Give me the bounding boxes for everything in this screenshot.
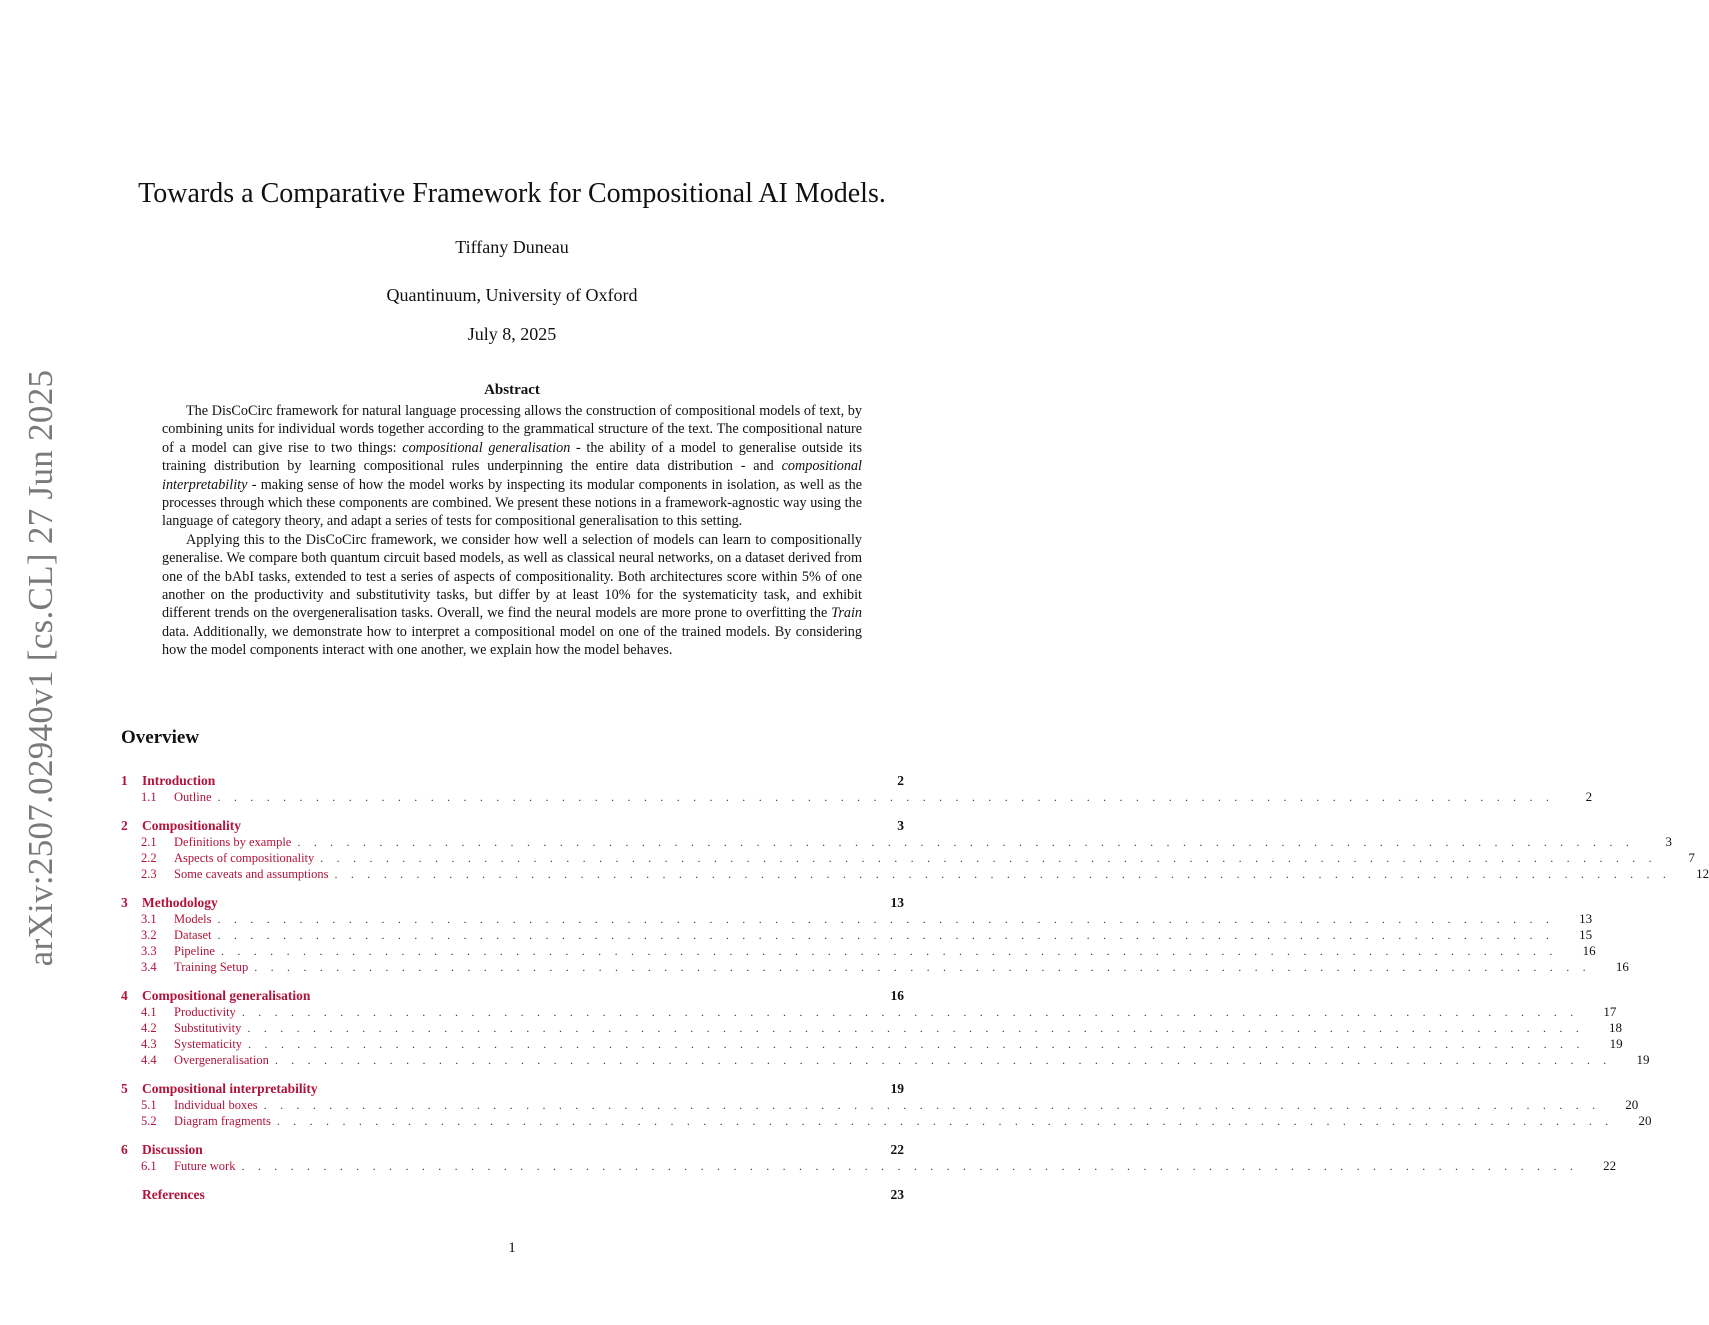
- toc-subentry-overgeneralisation[interactable]: [121, 1052, 1650, 1068]
- toc-number: 4.2: [141, 1021, 157, 1035]
- abstract-body: [162, 402, 862, 660]
- toc-page-number: 19: [890, 1081, 904, 1096]
- toc-leader-dots: . . . . . . . . . . . . . . . . . . . . . . . . . . . . . . . . . . . . . . . . . . . . . . . . . . . . . . . . . . . . . . . . . . . . . . . . . . . . . . . . . .: [254, 960, 1591, 974]
- toc-number: 6.1: [141, 1159, 157, 1173]
- toc-link[interactable]: Systematicity: [174, 1037, 243, 1051]
- toc-section: [121, 1142, 1617, 1174]
- toc-page-number: 22: [1603, 1158, 1617, 1173]
- toc-leader-dots: . . . . . . . . . . . . . . . . . . . . . . . . . . . . . . . . . . . . . . . . . . . . . . . . . . . . . . . . . . . . . . . . . . . . . . . . . . . . . . . . . .: [248, 1037, 1585, 1051]
- paper-title: Towards a Comparative Framework for Compositional AI Models.: [138, 178, 886, 209]
- toc-section: [121, 1081, 1652, 1129]
- toc-number: 5: [121, 1081, 128, 1096]
- toc-leader-dots: . . . . . . . . . . . . . . . . . . . . . . . . . . . . . . . . . . . . . . . . . . . . . . . . . . . . . . . . . . . . . . . . . . . . . . . . . . . . . . . . . .: [217, 928, 1555, 942]
- toc-subentry-individual-boxes[interactable]: [121, 1097, 1639, 1113]
- arxiv-sidebar-stamp: [6, 369, 76, 967]
- toc-link[interactable]: Overgeneralisation: [174, 1053, 269, 1067]
- toc-leader-dots: . . . . . . . . . . . . . . . . . . . . . . . . . . . . . . . . . . . . . . . . . . . . . . . . . . . . . . . . . . . . . . . . . . . . . . . . . . . . . . . . . .: [320, 851, 1657, 865]
- toc-page-number: 16: [890, 988, 904, 1003]
- toc-entry-references[interactable]: [121, 1187, 904, 1203]
- abstract-text: The DisCoCirc framework for natural language processing allows the construction of compositional models of text, by combining units for individual words together according to the grammatical structure of the text. The compositional nature of a model can give rise to two things:: [162, 403, 862, 456]
- toc-leader-dots: . . . . . . . . . . . . . . . . . . . . . . . . . . . . . . . . . . . . . . . . . . . . . . . . . . . . . . . . . . . . . . . . . . . . . . . . . . . . . . . . . .: [220, 944, 1558, 958]
- toc-page-number: 19: [1636, 1052, 1650, 1067]
- toc-page-number: 19: [1609, 1036, 1623, 1051]
- toc-leader-dots: . . . . . . . . . . . . . . . . . . . . . . . . . . . . . . . . . . . . . . . . . . . . . . . . . . . . . . . . . . . . . . . . . . . . . . . . . . . . . . . . . .: [263, 1098, 1601, 1112]
- abstract-emphasis: Train: [831, 605, 862, 622]
- toc-link[interactable]: Substitutivity: [174, 1021, 242, 1035]
- abstract-text: - the ability of a model to generalise outside its training distribution by learning compositional rules underpinning the entire data distribution - and: [162, 439, 862, 475]
- publication-date: July 8, 2025: [467, 324, 557, 344]
- toc-link[interactable]: Aspects of compositionality: [174, 851, 315, 865]
- abstract-paragraph-2: [162, 531, 862, 660]
- toc-link[interactable]: Compositional interpretability: [142, 1081, 318, 1096]
- abstract-emphasis: compositional generalisation: [402, 439, 571, 456]
- toc-entry-introduction[interactable]: [121, 773, 904, 789]
- toc-number: 3: [121, 895, 128, 910]
- toc-number: 6: [121, 1142, 128, 1157]
- toc-link[interactable]: Compositionality: [142, 818, 242, 833]
- author-name: Tiffany Duneau: [455, 237, 569, 257]
- toc-entry-compositionality[interactable]: [121, 818, 904, 834]
- toc-leader-dots: . . . . . . . . . . . . . . . . . . . . . . . . . . . . . . . . . . . . . . . . . . . . . . . . . . . . . . . . . . . . . . . . . . . . . . . . . . . . . . . . . .: [297, 835, 1634, 849]
- toc-leader-dots: . . . . . . . . . . . . . . . . . . . . . . . . . . . . . . . . . . . . . . . . . . . . . . . . . . . . . . . . . . . . . . . . . . . . . . . . . . . . . . . . . .: [334, 867, 1672, 881]
- toc-leader-dots: . . . . . . . . . . . . . . . . . . . . . . . . . . . . . . . . . . . . . . . . . . . . . . . . . . . . . . . . . . . . . . . . . . . . . . . . . . . . . . . . . .: [274, 1053, 1612, 1067]
- toc-number: 3.1: [141, 912, 157, 926]
- toc-number: 5.2: [141, 1114, 157, 1128]
- toc-subentry-outline[interactable]: [121, 789, 1593, 805]
- abstract-emphasis: compositional interpretability: [162, 458, 862, 493]
- toc-page-number: 23: [890, 1187, 904, 1202]
- toc-link[interactable]: Productivity: [174, 1005, 236, 1019]
- toc-subentry-definitions-by-example[interactable]: [121, 834, 1672, 850]
- toc-page-number: 17: [1603, 1004, 1617, 1019]
- toc-page-number: 7: [1688, 850, 1695, 865]
- toc-number: 1.1: [141, 790, 157, 804]
- toc-link[interactable]: Individual boxes: [174, 1098, 258, 1112]
- toc-link[interactable]: Outline: [174, 790, 212, 804]
- toc-page-number: 13: [890, 895, 904, 910]
- abstract-paragraph-1: [162, 402, 862, 531]
- toc-leader-dots: . . . . . . . . . . . . . . . . . . . . . . . . . . . . . . . . . . . . . . . . . . . . . . . . . . . . . . . . . . . . . . . . . . . . . . . . . . . . . . . . . .: [217, 790, 1555, 804]
- toc-entry-methodology[interactable]: [121, 895, 904, 911]
- toc-entry-compositional-generalisation[interactable]: [121, 988, 904, 1004]
- toc-entry-compositional-interpretability[interactable]: [121, 1081, 904, 1097]
- toc-subentry-systematicity[interactable]: [121, 1036, 1623, 1052]
- toc-number: 4: [121, 988, 128, 1003]
- toc-number: 2.1: [141, 835, 157, 849]
- toc-link[interactable]: Definitions by example: [174, 835, 292, 849]
- toc-subentry-aspects-of-compositionality[interactable]: [121, 850, 1695, 866]
- toc-subentry-training-setup[interactable]: [121, 959, 1629, 975]
- toc-page-number: 2: [897, 773, 904, 788]
- toc-number: 2.2: [141, 851, 157, 865]
- toc-link[interactable]: Some caveats and assumptions: [174, 867, 329, 881]
- toc-page-number: 20: [1625, 1097, 1639, 1112]
- toc-entry-discussion[interactable]: [121, 1142, 904, 1158]
- toc-page-number: 3: [897, 818, 904, 833]
- toc-section: [121, 988, 1650, 1068]
- toc-section: [121, 1187, 904, 1203]
- toc-subentry-productivity[interactable]: [121, 1004, 1617, 1020]
- toc-leader-dots: . . . . . . . . . . . . . . . . . . . . . . . . . . . . . . . . . . . . . . . . . . . . . . . . . . . . . . . . . . . . . . . . . . . . . . . . . . . . . . . . . .: [241, 1005, 1579, 1019]
- toc-link[interactable]: Introduction: [142, 773, 216, 788]
- toc-number: 1: [121, 773, 128, 788]
- toc-number: 4.4: [141, 1053, 157, 1067]
- toc-page-number: 16: [1582, 943, 1596, 958]
- toc-link[interactable]: Training Setup: [174, 960, 249, 974]
- abstract-text: data. Additionally, we demonstrate how to interpret a compositional model on one of the trained models. By considering how the model components interact with one another, we explain how the model behaves.: [162, 623, 862, 659]
- toc-number: 5.1: [141, 1098, 157, 1112]
- toc-page-number: 12: [1696, 866, 1709, 881]
- toc-leader-dots: . . . . . . . . . . . . . . . . . . . . . . . . . . . . . . . . . . . . . . . . . . . . . . . . . . . . . . . . . . . . . . . . . . . . . . . . . . . . . . . . . .: [276, 1114, 1614, 1128]
- toc-section: [121, 818, 1709, 882]
- toc-subentry-some-caveats-and-assumptions[interactable]: [121, 866, 1709, 882]
- toc-number: 3.4: [141, 960, 157, 974]
- abstract-heading: Abstract: [484, 382, 540, 398]
- toc-subentry-diagram-fragments[interactable]: [121, 1113, 1652, 1129]
- toc-link[interactable]: Pipeline: [174, 944, 215, 958]
- table-of-contents: [121, 773, 1709, 1216]
- toc-page-number: 20: [1638, 1113, 1652, 1128]
- arxiv-identifier: arXiv:2507.02940v1 [cs.CL] 27 Jun 2025: [21, 369, 60, 967]
- page-number: 1: [508, 1240, 516, 1256]
- toc-subentry-future-work[interactable]: [121, 1158, 1617, 1174]
- toc-leader-dots: . . . . . . . . . . . . . . . . . . . . . . . . . . . . . . . . . . . . . . . . . . . . . . . . . . . . . . . . . . . . . . . . . . . . . . . . . . . . . . . . . .: [217, 912, 1555, 926]
- overview-heading: Overview: [121, 727, 200, 748]
- toc-section: [121, 895, 1629, 975]
- toc-page-number: 18: [1609, 1020, 1622, 1035]
- toc-number: 4.1: [141, 1005, 157, 1019]
- toc-link[interactable]: Compositional generalisation: [142, 988, 311, 1003]
- toc-subentry-substitutivity[interactable]: [121, 1020, 1622, 1036]
- toc-page-number: 16: [1615, 959, 1629, 974]
- toc-section: [121, 773, 1593, 805]
- toc-number: 2: [121, 818, 128, 833]
- toc-page-number: 3: [1665, 834, 1672, 849]
- toc-number: 2.3: [141, 867, 157, 881]
- toc-link[interactable]: Discussion: [142, 1142, 203, 1157]
- toc-number: 3.3: [141, 944, 157, 958]
- toc-link[interactable]: Diagram fragments: [174, 1114, 271, 1128]
- abstract-text: - making sense of how the model works by inspecting its modular components in isolation, as well as the processes through which these components are combined. We present these notions in a framework-agnostic way using the language of category theory, and adapt a series of tests for compositional generalisation to this setting.: [162, 476, 862, 530]
- toc-subentry-pipeline[interactable]: [121, 943, 1596, 959]
- toc-link[interactable]: Future work: [174, 1159, 236, 1173]
- toc-leader-dots: . . . . . . . . . . . . . . . . . . . . . . . . . . . . . . . . . . . . . . . . . . . . . . . . . . . . . . . . . . . . . . . . . . . . . . . . . . . . . . . . . .: [241, 1159, 1579, 1173]
- author-affiliation: Quantinuum, University of Oxford: [386, 285, 638, 305]
- toc-link[interactable]: Models: [174, 912, 212, 926]
- toc-leader-dots: . . . . . . . . . . . . . . . . . . . . . . . . . . . . . . . . . . . . . . . . . . . . . . . . . . . . . . . . . . . . . . . . . . . . . . . . . . . . . . . . . .: [247, 1021, 1584, 1035]
- toc-number: 4.3: [141, 1037, 157, 1051]
- toc-subentry-dataset[interactable]: [121, 927, 1593, 943]
- toc-page-number: 22: [890, 1142, 904, 1157]
- toc-link[interactable]: Dataset: [174, 928, 212, 942]
- toc-link[interactable]: References: [142, 1187, 205, 1202]
- toc-page-number: 2: [1585, 789, 1593, 804]
- toc-subentry-models[interactable]: [121, 911, 1593, 927]
- toc-number: 3.2: [141, 928, 157, 942]
- toc-page-number: 15: [1579, 927, 1593, 942]
- toc-page-number: 13: [1579, 911, 1593, 926]
- abstract-text: Applying this to the DisCoCirc framework, we consider how well a selection of models can learn to compositionally generalise. We compare both quantum circuit based models, as well as classical neural networks, on a dataset derived from one of the bAbI tasks, extended to test a series of aspects of compositionality. Both architectures score within 5% of one another on the productivity and substitutivity tasks, but differ by at least 10% for the systematicity task, and exhibit different trends on the overgeneralisation tasks. Overall, we find the neural models are more prone to overfitting the: [162, 531, 862, 622]
- toc-link[interactable]: Methodology: [142, 895, 218, 910]
